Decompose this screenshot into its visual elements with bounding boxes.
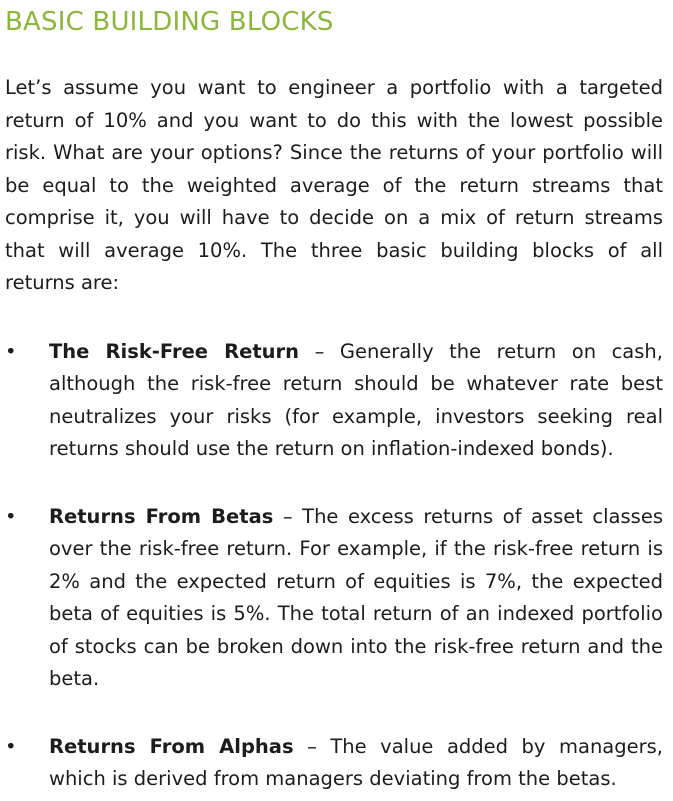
item-description: – Generally the return on cash, although the risk-free return should be whatever rate best neutralizes your risks (for example, investors seeking real returns should use the return on inflation-indexed bonds). (49, 339, 663, 460)
item-description: – The value added by managers, which is derived from managers deviating from the betas. (49, 734, 663, 790)
list-item (5, 336, 663, 466)
item-term: Returns From Betas (49, 504, 274, 528)
bullet-icon: • (5, 339, 17, 363)
building-blocks-list (5, 336, 663, 796)
intro-paragraph: Let’s assume you want to engineer a portfolio with a targeted return of 10% and you want to do this with the lowest possible risk. What are your options? Since the returns of your portfolio will be equal to the weighted average of the return streams that comprise it, you will have to decide on a mix of return streams that will average 10%. The three basic building blocks of all returns are: (5, 76, 663, 294)
list-item (5, 731, 663, 796)
item-description: – The excess returns of asset classes over the risk-free return. For example, if the risk-free return is 2% and the expected return of equities is 7%, the expected beta of equities is 5%. The total return of an indexed portfolio of stocks can be broken down into the risk-free return and the beta. (49, 504, 663, 690)
document-page (5, 0, 663, 796)
item-term: Returns From Alphas (49, 734, 294, 758)
section-title: BASIC BUILDING BLOCKS (5, 7, 334, 37)
list-item (5, 501, 663, 696)
bullet-icon: • (5, 734, 17, 758)
item-term: The Risk-Free Return (49, 339, 300, 363)
bullet-icon: • (5, 504, 17, 528)
